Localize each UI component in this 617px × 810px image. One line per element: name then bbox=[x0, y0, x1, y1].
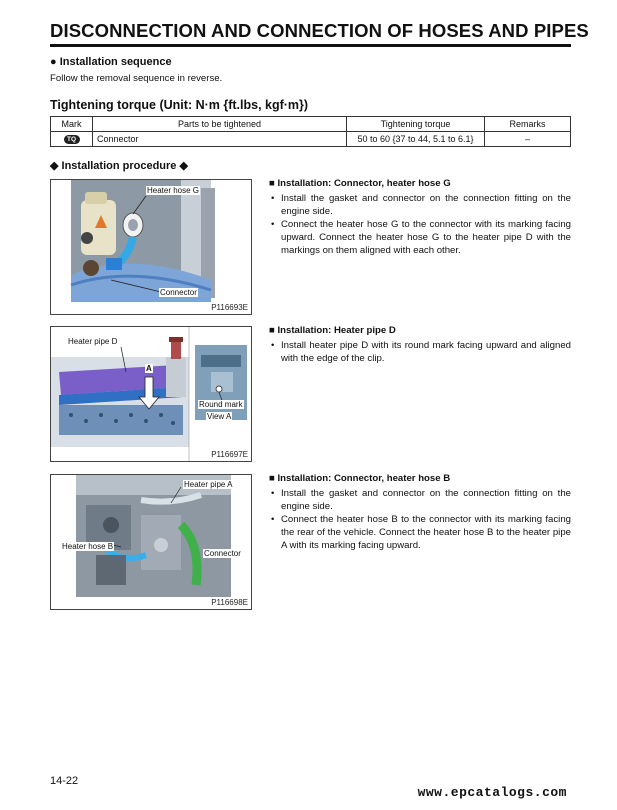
figure-heater-hose-b bbox=[50, 474, 252, 610]
step-2-heading: ■ Installation: Heater pipe D bbox=[269, 325, 396, 336]
col-header-mark: Mark bbox=[51, 117, 93, 132]
page-number: 14-22 bbox=[50, 775, 79, 787]
list-item: • Install the gasket and connector on the connection fitting on the engine side. bbox=[269, 192, 571, 218]
footer-url[interactable]: www.epcatalogs.com bbox=[417, 785, 567, 800]
installation-sequence-text: Follow the removal sequence in reverse. bbox=[50, 73, 223, 84]
label-heater-pipe-a: Heater pipe A bbox=[184, 480, 233, 489]
label-round-mark: Round mark bbox=[199, 400, 243, 409]
step-1-heading: ■ Installation: Connector, heater hose G bbox=[269, 178, 451, 189]
torque-table-title: Tightening torque (Unit: N·m {ft.lbs, kgf·m}) bbox=[50, 98, 309, 112]
step-2-bullets bbox=[269, 339, 571, 365]
label-connector: Connector bbox=[160, 288, 197, 297]
table-row bbox=[51, 132, 571, 147]
installation-sequence-heading-text: Installation sequence bbox=[59, 56, 172, 68]
figure-id: P116693E bbox=[211, 303, 248, 312]
installation-sequence-heading: ● Installation sequence bbox=[50, 56, 172, 68]
pipe-illustration bbox=[51, 327, 252, 462]
list-item: • Connect the heater hose G to the connector with its marking facing upward. Connect the heater hose G to the heater pipe D with the markings on them aligned with each other. bbox=[269, 218, 571, 257]
figure-heater-pipe-d bbox=[50, 326, 252, 462]
label-connector: Connector bbox=[204, 549, 241, 558]
label-view-arrow-a: A bbox=[146, 364, 152, 373]
cell-part: Connector bbox=[93, 132, 347, 147]
col-header-remarks: Remarks bbox=[485, 117, 571, 132]
label-heater-pipe-d: Heater pipe D bbox=[68, 337, 118, 346]
title-rule bbox=[50, 44, 571, 47]
engine-illustration-1 bbox=[51, 180, 252, 315]
step-3-heading: ■ Installation: Connector, heater hose B bbox=[269, 473, 451, 484]
list-item: • Install heater pipe D with its round mark facing upward and aligned with the edge of the clip. bbox=[269, 339, 571, 365]
list-item: • Connect the heater hose B to the connector with its marking facing the rear of the vehicle. Connect the heater hose B to the heater pipe A with its marking facing upward. bbox=[269, 513, 571, 552]
figure-id: P116697E bbox=[211, 450, 248, 459]
cell-mark bbox=[51, 132, 93, 147]
label-heater-hose-g: Heater hose G bbox=[147, 186, 200, 195]
label-view-a: View A bbox=[207, 412, 232, 421]
torque-table-header-row bbox=[51, 117, 571, 132]
figure-id: P116698E bbox=[211, 598, 248, 607]
page-title: DISCONNECTION AND CONNECTION OF HOSES AND PIPES bbox=[50, 20, 589, 41]
col-header-torque: Tightening torque bbox=[347, 117, 485, 132]
label-heater-hose-b: Heater hose B bbox=[62, 542, 114, 551]
col-header-parts: Parts to be tightened bbox=[93, 117, 347, 132]
installation-procedure-heading: ◆ Installation procedure ◆ bbox=[50, 160, 188, 172]
list-item: • Install the gasket and connector on the connection fitting on the engine side. bbox=[269, 487, 571, 513]
figure-heater-hose-g bbox=[50, 179, 252, 315]
torque-table bbox=[50, 116, 571, 147]
step-3-bullets bbox=[269, 487, 571, 552]
cell-remarks: – bbox=[485, 132, 571, 147]
cell-torque: 50 to 60 {37 to 44, 5.1 to 6.1} bbox=[347, 132, 485, 147]
step-1-bullets bbox=[269, 192, 571, 257]
torque-mark-icon: TQ bbox=[64, 135, 80, 144]
